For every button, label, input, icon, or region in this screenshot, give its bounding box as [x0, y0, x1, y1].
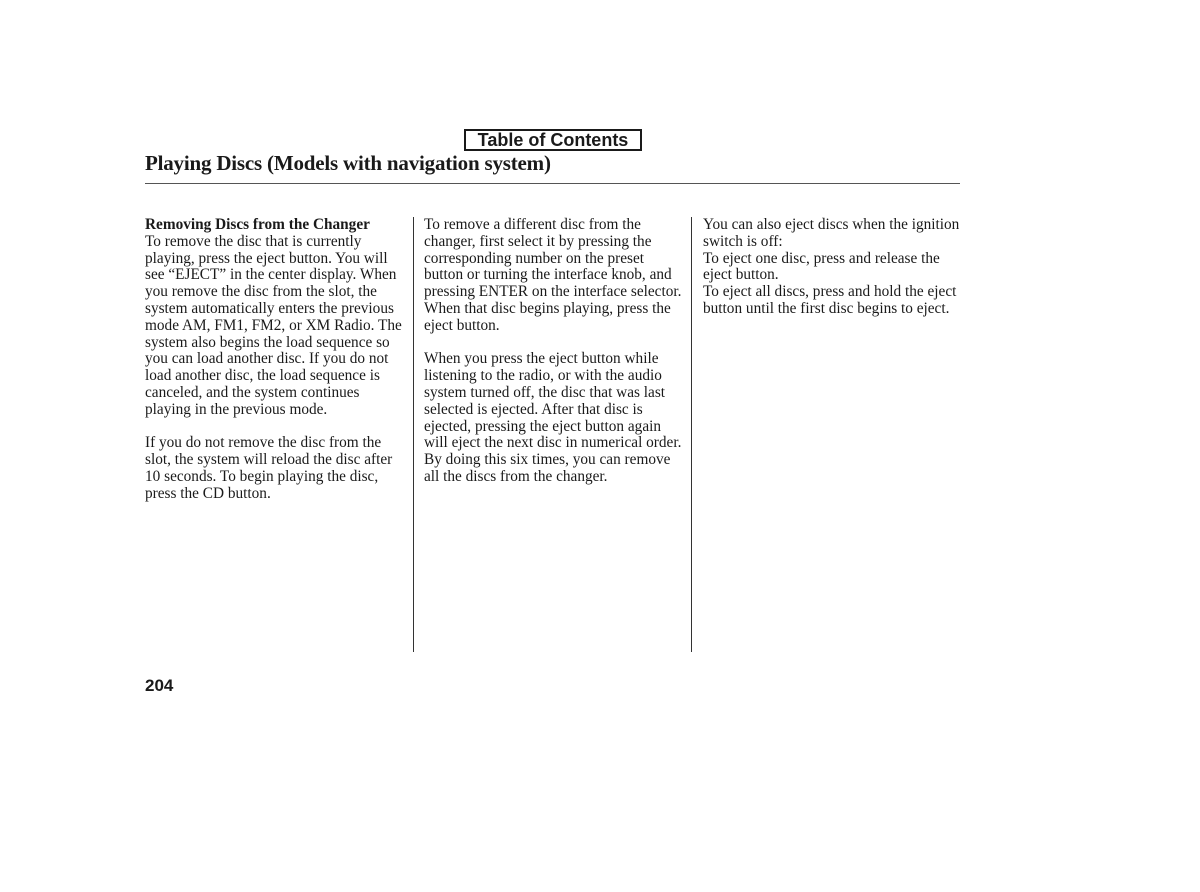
column-divider [413, 217, 414, 652]
section-subheading: Removing Discs from the Changer [145, 216, 370, 233]
paragraph: To remove the disc that is currently playing, press the eject button. You will see “EJECT” in the center display. When you remove the disc from the slot, the system automatically enters the previous mode AM, FM1, FM2, or XM Radio. The system also begins the load sequence so you can load another disc. If you do not load another disc, the load sequence is canceled, and the system continues playing in the previous mode. [145, 232, 402, 418]
page-number: 204 [145, 676, 174, 695]
paragraph: When you press the eject button while listening to the radio, or with the audio system turned off, the disc that was last selected is ejected. After that disc is ejected, pressing the eject button again will eject the next disc in numerical order. By doing this six times, you can remove all the discs from the changer. [424, 350, 682, 485]
column-1 [145, 217, 409, 503]
column-divider [691, 217, 692, 652]
column-3 [703, 217, 965, 318]
table-of-contents-button[interactable]: Table of Contents [464, 129, 642, 151]
paragraph: If you do not remove the disc from the slot, the system will reload the disc after 10 seconds. To begin playing the disc, press the CD button. [145, 434, 393, 502]
paragraph: You can also eject discs when the ignition switch is off: [703, 216, 960, 250]
page-title: Playing Discs (Models with navigation system) [145, 151, 551, 175]
title-divider [145, 183, 960, 184]
paragraph: To eject all discs, press and hold the eject button until the first disc begins to eject. [703, 283, 957, 317]
column-2 [424, 217, 686, 486]
paragraph: To eject one disc, press and release the eject button. [703, 249, 940, 284]
paragraph: To remove a different disc from the changer, first select it by pressing the corresponding number on the preset button or turning the interface knob, and pressing ENTER on the interface selector. When that disc begins playing, press the eject button. [424, 216, 682, 334]
